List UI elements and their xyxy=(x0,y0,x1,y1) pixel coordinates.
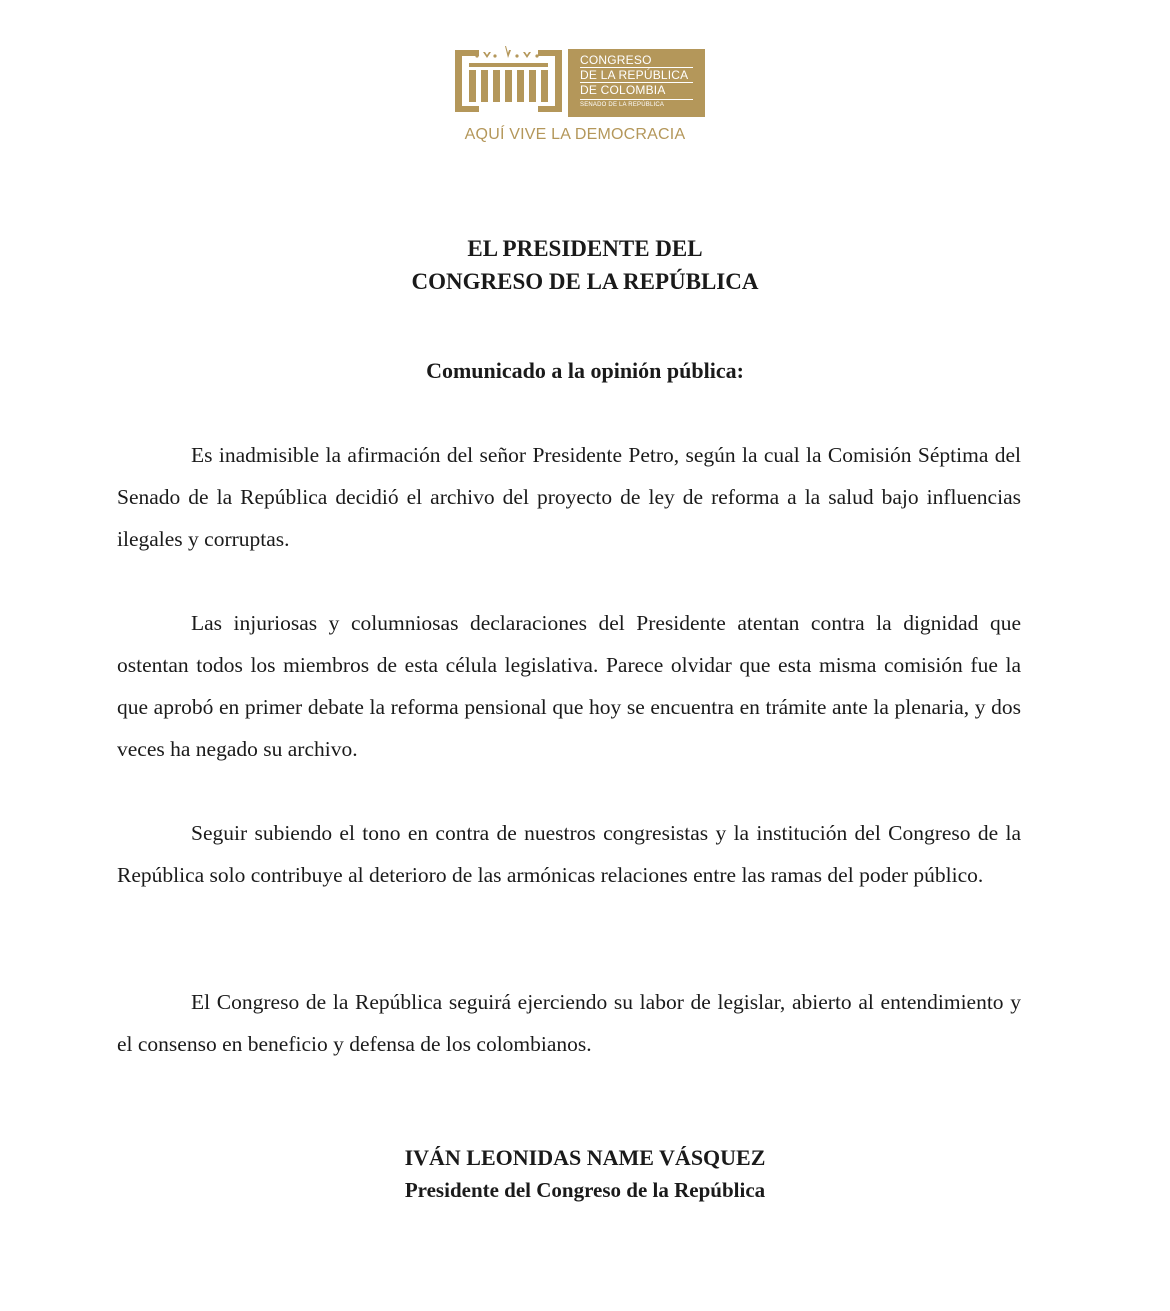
logo-text-line: SENADO DE LA REPÚBLICA xyxy=(580,102,665,108)
body-paragraph: Seguir subiendo el tono en contra de nuestros congresistas y la institución del Congreso de la República solo contribuye al deterioro de las armónicas relaciones entre las ramas del poder público. xyxy=(117,821,1021,887)
document-subheading: Comunicado a la opinión pública: xyxy=(426,358,744,383)
logo-rule xyxy=(580,99,693,100)
heading-line-2: CONGRESO DE LA REPÚBLICA xyxy=(411,269,759,294)
body-paragraph: Las injuriosas y columniosas declaraciones del Presidente atentan contra la dignidad que ostentan todos los miembros de esta célula legislativa. Parece olvidar que esta misma comisión fue la que aprobó en primer debate la reforma pensional que hoy se encuentra en trámite ante la plenaria, y dos veces ha negado su archivo. xyxy=(117,611,1021,761)
signatory-title: Presidente del Congreso de la República xyxy=(404,1178,766,1202)
logo-slogan: AQUÍ VIVE LA DEMOCRACIA xyxy=(464,126,686,143)
signature-block xyxy=(0,1142,1170,1206)
logo-text-line: DE LA REPÚBLICA xyxy=(580,68,689,82)
signatory-name: IVÁN LEONIDAS NAME VÁSQUEZ xyxy=(404,1145,766,1170)
logo-text-line: CONGRESO xyxy=(580,53,652,67)
body-paragraph: Es inadmisible la afirmación del señor Presidente Petro, según la cual la Comisión Séptima del Senado de la República decidió el archivo del proyecto de ley de reforma a la salud bajo influencias ilegales y corruptas. xyxy=(117,443,1021,551)
logo-text-line: DE COLOMBIA xyxy=(580,83,666,97)
body-paragraph: El Congreso de la República seguirá ejerciendo su labor de legislar, abierto al entendimiento y el consenso en beneficio y defensa de los colombianos. xyxy=(117,990,1021,1056)
document-heading xyxy=(0,232,1170,298)
congress-logo xyxy=(455,42,715,152)
heading-line-1: EL PRESIDENTE DEL xyxy=(467,236,703,261)
logo-wordmark-box xyxy=(568,49,705,117)
capitol-building-icon xyxy=(455,46,567,116)
